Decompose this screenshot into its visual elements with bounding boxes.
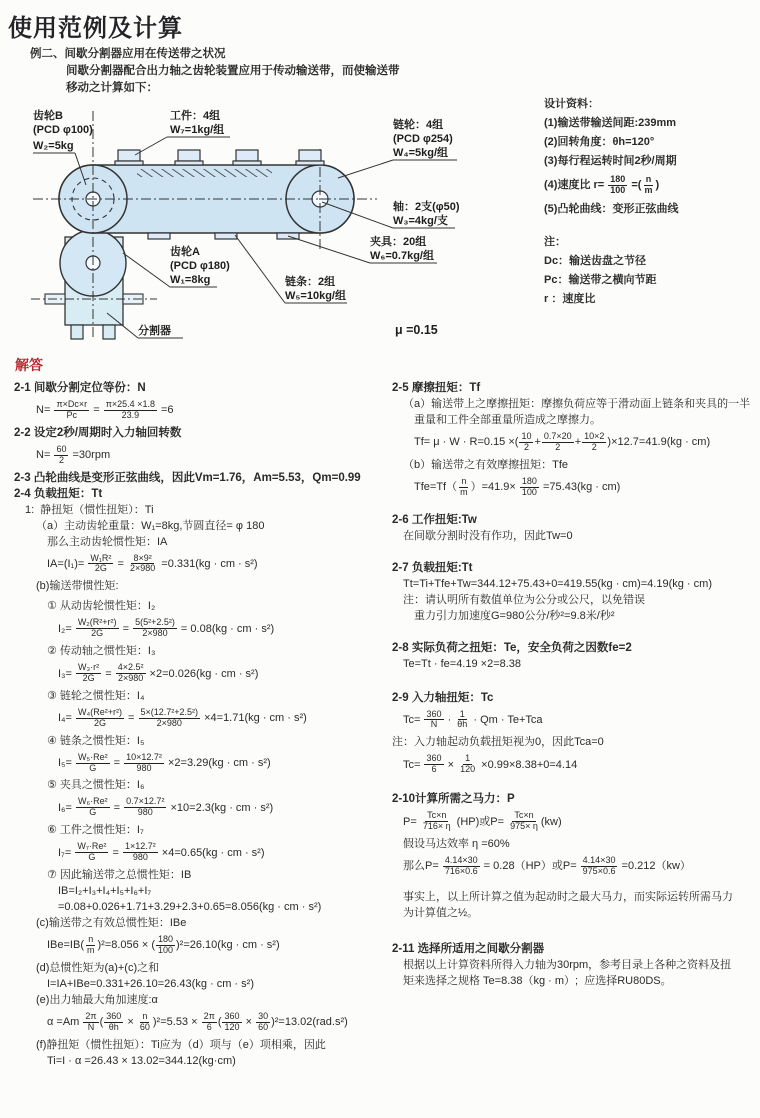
text-segment: I₅= — [58, 757, 75, 770]
answer-left-line — [14, 899, 394, 915]
text-segment: =30rpm — [69, 449, 111, 462]
answers-column-left — [14, 380, 394, 1069]
label-clamp: 夹具：20组 — [370, 236, 427, 248]
design-line — [544, 200, 756, 219]
answer-left-line — [14, 1012, 394, 1033]
text-segment: IA=(I₁)= — [47, 557, 88, 570]
text-segment: × — [124, 1016, 137, 1029]
answer-left-line — [14, 445, 394, 466]
text-segment: 重力引力加速度G=980公分/秒²=9.8米/秒² — [414, 609, 615, 622]
answer-right-line — [392, 432, 758, 453]
answer-right-line — [392, 710, 758, 731]
fraction: $\frac{180}{100}$ — [521, 475, 537, 497]
text-segment: ( — [99, 1016, 104, 1029]
fraction: $\frac{\text{W₂(R²+r²)}}{2G}$ — [77, 617, 117, 639]
answer-left-line — [14, 598, 394, 614]
svg-text:W₄=5kg/组: W₄=5kg/组 — [393, 147, 449, 159]
fraction: $\frac{n}{m}$ — [644, 174, 653, 195]
text-segment: I₄= — [58, 712, 76, 725]
text-segment: I₇= — [58, 846, 75, 859]
svg-text:(PCD φ254): (PCD φ254) — [393, 133, 453, 145]
text-segment: 2-7 负载扭矩:Tt — [392, 561, 473, 574]
answer-right-line — [392, 592, 758, 608]
text-segment: P= — [403, 815, 420, 828]
answer-left-section-heading — [14, 380, 394, 396]
text-segment: =0.212（kw） — [618, 860, 691, 873]
design-line — [544, 271, 756, 290]
text-segment: )²=8.056 × ( — [97, 939, 155, 952]
belt-hatch — [137, 169, 272, 177]
answer-right-line — [392, 734, 758, 750]
fraction: $\frac{Tc\times n}{716\times \eta}$ — [422, 810, 451, 832]
text-segment: 根据以上计算资料所得入力轴为30rpm，参考目录上各种之资料及扭 — [403, 958, 732, 971]
text-segment: )²=5.53 × — [152, 1016, 201, 1029]
text-segment: Ti=I · α =26.43 × 13.02=344.12(kg·cm) — [47, 1054, 236, 1067]
label-gear-a: 齿轮A — [170, 246, 200, 258]
text-segment: ×4=1.71(kg · cm · s²) — [201, 712, 307, 725]
fraction: $\frac{60}{2}$ — [56, 443, 67, 465]
fraction: $\frac{n}{60}$ — [139, 1010, 150, 1032]
design-line — [544, 133, 756, 152]
text-segment: 假设马达效率 η =60% — [403, 837, 510, 850]
fraction: $\frac{n}{m}$ — [460, 475, 468, 497]
intro-line: 移动之计算如下： — [66, 82, 158, 94]
answer-right-section-heading — [392, 791, 758, 807]
fraction: $\frac{360}{120}$ — [224, 1010, 240, 1032]
text-segment: ) — [655, 178, 660, 191]
fraction: $\frac{\text{W₄(Re²+r²)}}{2G}$ — [78, 706, 122, 728]
text-segment: =( — [628, 178, 642, 191]
text-segment: (1)输送带输送间距:239mm — [544, 117, 677, 129]
answer-right-line — [392, 477, 758, 498]
fraction: $\frac{2\pi}{N}$ — [85, 1010, 97, 1032]
answer-left-line — [14, 502, 394, 518]
svg-text:(PCD φ180): (PCD φ180) — [170, 260, 230, 272]
fraction: $\frac{10}{2}$ — [521, 431, 532, 452]
answer-right-line — [392, 396, 758, 412]
text-segment: (kw) — [540, 815, 562, 828]
intro-line: 例二、间歇分割器应用在传送带之状况 — [30, 48, 226, 60]
text-segment: · Qm · Te+Tca — [470, 713, 543, 726]
fraction: $\frac{\text{W₇·Re²}}{G}$ — [77, 841, 107, 863]
text-segment: = — [109, 846, 122, 859]
text-segment: =0.331(kg · cm · s²) — [158, 557, 258, 570]
fraction: $\frac{\text{10×12.7²}}{980}$ — [126, 751, 162, 773]
fraction: $\frac{\text{W₃·r²}}{2G}$ — [78, 662, 100, 684]
text-segment: N= — [36, 404, 54, 417]
answer-left-line — [14, 992, 394, 1008]
text-segment: ×10=2.3(kg · cm · s²) — [167, 801, 274, 814]
text-segment: ）=41.9× — [470, 481, 519, 494]
text-segment: 2-11 选择所适用之间歇分割器 — [392, 942, 545, 955]
text-segment: (HP)或P= — [453, 815, 508, 828]
text-segment: 2-9 入力轴扭矩：Tc — [392, 691, 494, 704]
text-segment: ① 从动齿轮惯性矩：I₂ — [47, 600, 156, 613]
answer-left-line — [14, 1053, 394, 1069]
text-segment: ×2=0.026(kg · cm · s²) — [146, 667, 259, 680]
text-segment: 2-4 负载扭矩：Tt — [14, 487, 103, 500]
answer-left-line — [14, 935, 394, 956]
text-segment: (b)输送带惯性矩: — [36, 580, 119, 593]
design-line — [544, 252, 756, 271]
label-shaft: 轴：2支(φ50) — [393, 201, 460, 213]
design-line — [544, 175, 756, 196]
text-segment: × — [242, 1016, 256, 1029]
answer-left-line — [14, 534, 394, 550]
text-segment: 2-8 实际负荷之扭矩：Te，安全负荷之因数fe=2 — [392, 641, 632, 654]
text-segment: = — [102, 667, 115, 680]
fraction: $\frac{\text{5×(12.7²+2.5²)}}{2\times 980}$ — [140, 706, 199, 728]
text-segment: Tc= — [403, 758, 424, 771]
answer-right-line — [392, 905, 758, 921]
workpieces — [115, 150, 324, 165]
text-segment: I₂= — [58, 622, 75, 635]
fraction: $\frac{Tc\times n}{975\times \eta}$ — [510, 810, 538, 832]
answer-left-section-heading — [14, 470, 394, 486]
text-segment: 2-6 工作扭矩:Tw — [392, 513, 477, 526]
fraction: $\frac{\text{0.7×12.7²}}{980}$ — [126, 796, 165, 818]
text-segment: ③ 链轮之惯性矩：I₄ — [47, 689, 145, 702]
text-segment: ④ 链条之惯性矩：I₅ — [47, 734, 145, 747]
text-segment: α =Am — [47, 1016, 83, 1029]
text-segment: · — [444, 713, 455, 726]
fraction: $\frac{0.7\times 20}{2}$ — [543, 431, 572, 452]
text-segment: 2-5 摩擦扭矩：Tf — [392, 382, 481, 394]
text-segment: ( — [217, 1016, 222, 1029]
answer-left-line — [14, 578, 394, 594]
fraction: $\frac{n}{m}$ — [87, 934, 95, 955]
fraction: $\frac{180}{100}$ — [610, 174, 626, 195]
fraction: $\frac{4.14\times 30}{975\times 0.6}$ — [582, 854, 616, 876]
text-segment: Tc= — [403, 713, 424, 726]
answer-right-line — [392, 889, 758, 905]
design-data-lines — [544, 95, 756, 309]
text-segment: Dc：输送齿盘之节径 — [544, 254, 647, 267]
design-section-heading — [544, 233, 756, 252]
fraction: $\frac{2\pi}{6}$ — [203, 1010, 215, 1032]
fraction: $\frac{10\times 2}{2}$ — [584, 431, 605, 452]
answer-left-line — [14, 1037, 394, 1053]
text-segment: (f)静扭矩（惯性扭矩）：Ti应为（d）项与（e）项相乘，因此 — [36, 1038, 326, 1051]
text-segment: IBe=IB( — [47, 939, 84, 952]
page-title: 使用范例及计算 — [8, 15, 183, 42]
text-segment: )²=26.10(kg · cm · s²) — [176, 939, 280, 952]
label-gear-b: 齿轮B — [33, 110, 63, 122]
text-segment: (5)凸轮曲线：变形正弦曲线 — [544, 202, 679, 215]
answer-right-section-heading — [392, 380, 758, 396]
text-segment: 事实上，以上所计算之值为起动时之最大马力，而实际运转所需马力 — [403, 890, 733, 903]
answer-right-line — [392, 457, 758, 473]
svg-text:W₆=0.7kg/组: W₆=0.7kg/组 — [370, 250, 434, 262]
answer-left-section-heading — [14, 486, 394, 502]
answer-left-line — [14, 688, 394, 704]
answer-left-line — [14, 618, 394, 639]
design-data-panel — [544, 95, 756, 309]
design-line — [544, 152, 756, 171]
text-segment: = 0.28（HP）或P= — [480, 860, 580, 873]
answer-right-line — [392, 576, 758, 592]
text-segment: 那么P= — [403, 860, 442, 873]
fraction: $\frac{\text{W₁R²}}{2G}$ — [90, 552, 112, 574]
text-segment: 2-3 凸轮曲线是变形正弦曲线，因此Vm=1.76，Am=5.53，Qm=0.99 — [14, 471, 361, 484]
text-segment: 那么主动齿轮惯性矩：IA — [47, 535, 168, 548]
fraction: $\frac{180}{100}$ — [157, 934, 174, 955]
answer-left-line — [14, 663, 394, 684]
answer-left-line — [14, 753, 394, 774]
fraction: $\frac{360}{6}$ — [426, 753, 442, 775]
design-line — [544, 290, 756, 309]
text-segment: 矩来选择之规格 Te=8.38（kg · m）; 应选择RU80DS。 — [403, 974, 672, 987]
text-segment: =0.08+0.026+1.71+3.29+2.3+0.65=8.056(kg · cm · s²) — [58, 901, 322, 914]
label-mu: μ =0.15 — [395, 323, 438, 337]
answer-right-line — [392, 973, 758, 989]
svg-text:W₅=10kg/组: W₅=10kg/组 — [285, 290, 346, 302]
fraction: $\frac{\pi\times Dc\times r}{Pc}$ — [56, 399, 88, 420]
text-segment: ×4=0.65(kg · cm · s²) — [158, 846, 265, 859]
fraction: $\frac{1}{\theta h}$ — [457, 708, 468, 730]
text-segment: (c)输送带之有效总惯性矩：IBe — [36, 917, 187, 930]
text-segment: ② 传动轴之惯性矩：I₃ — [47, 645, 156, 658]
intro-line: 间歇分割器配合出力轴之齿轮装置应用于传动输送带，而使输送带 — [66, 65, 400, 77]
text-segment: 重量和工件全部重量所造成之摩擦力。 — [414, 414, 601, 426]
fraction: $\frac{30}{60}$ — [258, 1010, 269, 1032]
text-segment: 在间歇分割时没有作功，因此Tw=0 — [403, 529, 573, 542]
answer-right-line — [392, 811, 758, 832]
text-segment: ⑤ 夹具之惯性矩：I₆ — [47, 779, 145, 792]
answer-right-section-heading — [392, 941, 758, 957]
text-segment: (d)总惯性矩为(a)+(c)之和 — [36, 961, 160, 974]
answer-left-line — [14, 883, 394, 899]
text-segment: 注：入力轴起动负载扭矩视为0，因此Tca=0 — [392, 736, 604, 749]
label-chain: 链条：2组 — [285, 276, 336, 288]
fraction: $\frac{360}{N}$ — [426, 708, 442, 730]
text-segment: (2)回转角度：θh=120° — [544, 136, 655, 148]
text-segment: = — [124, 712, 138, 725]
answer-left-line — [14, 518, 394, 534]
answers-column-right — [392, 380, 758, 989]
text-segment: I₃= — [58, 667, 76, 680]
answer-right-section-heading — [392, 512, 758, 528]
answer-left-line — [14, 867, 394, 883]
text-segment: I₆= — [58, 801, 75, 814]
text-segment: 注： — [544, 235, 566, 248]
text-segment: I=IA+IBe=0.331+26.10=26.43(kg · cm · s²) — [47, 977, 254, 990]
answer-left-line — [14, 842, 394, 863]
svg-text:W₃=4kg/支: W₃=4kg/支 — [393, 215, 448, 227]
text-segment: + — [534, 436, 541, 449]
text-segment: r ：速度比 — [544, 292, 596, 305]
answer-right-line — [392, 754, 758, 775]
answer-right-section-heading — [392, 560, 758, 576]
fraction: $\frac{360}{\theta h}$ — [106, 1010, 122, 1032]
fraction: $\frac{\text{1×12.7²}}{980}$ — [124, 841, 156, 863]
fraction: $\frac{\text{W₅·Re²}}{G}$ — [77, 751, 108, 773]
answer-left-line — [14, 643, 394, 659]
answer-left-line — [14, 554, 394, 575]
text-segment: 2-1 间歇分割定位等份：N — [14, 382, 146, 394]
design-line — [544, 114, 756, 133]
text-segment: Tf= μ · W · R=0.15 ×( — [414, 436, 519, 449]
text-segment: N= — [36, 449, 54, 462]
text-segment: 注：请认明所有数值单位为公分或公尺，以免错误 — [403, 593, 645, 606]
text-segment: = — [110, 757, 124, 770]
text-segment: ⑥ 工件之惯性矩：I₇ — [47, 824, 144, 837]
intro-paragraph — [30, 46, 400, 97]
answer-right-line — [392, 656, 758, 672]
text-segment: （a）输送带上之摩擦扭矩：摩擦负荷应等于滑动面上链条和夹具的一半 — [403, 398, 751, 410]
fraction: $\frac{\text{4×2.5²}}{2\times 980}$ — [117, 662, 144, 684]
text-segment: 为计算值之½。 — [403, 906, 479, 919]
design-section-heading — [544, 95, 756, 114]
answer-left-line — [14, 915, 394, 931]
answer-right-line — [392, 528, 758, 544]
text-segment: =75.43(kg · cm) — [539, 481, 621, 494]
text-segment: （b）输送带之有效摩擦扭矩：Tfe — [403, 458, 569, 471]
svg-text:W₂=5kg: W₂=5kg — [33, 140, 74, 152]
answer-left-line — [14, 960, 394, 976]
text-segment: (3)每行程运转时间2秒/周期 — [544, 155, 677, 167]
answers-heading: 解答 — [15, 357, 43, 373]
answer-left-line — [14, 822, 394, 838]
answer-right-line — [392, 957, 758, 973]
text-segment: 2-2 设定2秒/周期时入力轴回转数 — [14, 426, 182, 439]
answer-right-line — [392, 608, 758, 624]
text-segment: Pc：输送带之横向节距 — [544, 273, 657, 286]
answer-left-line — [14, 976, 394, 992]
text-segment: (4)速度比 r= — [544, 178, 608, 191]
svg-text:(PCD φ100): (PCD φ100) — [33, 124, 93, 136]
text-segment: = 0.08(kg · cm · s²) — [177, 622, 275, 635]
svg-text:W₁=8kg: W₁=8kg — [170, 274, 211, 286]
answer-right-section-heading — [392, 640, 758, 656]
text-segment: )²=13.02(rad.s²) — [271, 1016, 348, 1029]
text-segment: IB=I₂+I₃+I₄+I₅+I₆+I₇ — [58, 885, 152, 898]
text-segment: Tfe=Tf（ — [414, 481, 458, 494]
text-segment: = — [90, 404, 103, 417]
text-segment: Te=Tt · fe=4.19 ×2=8.38 — [403, 657, 522, 670]
answer-left-line — [14, 400, 394, 421]
text-segment: 2-10计算所需之马力：P — [392, 793, 515, 806]
fraction: $\frac{\text{5(5²+2.5²)}}{2\times 980}$ — [135, 617, 175, 639]
text-segment: + — [574, 436, 582, 449]
text-segment: × — [444, 758, 458, 771]
text-segment: 设计资料： — [544, 98, 599, 110]
text-segment: ×2=3.29(kg · cm · s²) — [164, 757, 271, 770]
answer-right-line — [392, 836, 758, 852]
text-segment: Tt=Ti+Tfe+Tw=344.12+75.43+0=419.55(kg · cm)=4.19(kg · cm) — [403, 577, 712, 590]
svg-text:W₇=1kg/组: W₇=1kg/组 — [170, 124, 225, 136]
fraction: $\frac{1}{120}$ — [460, 753, 476, 775]
text-segment: =6 — [157, 404, 174, 417]
conveyor-diagram — [25, 103, 555, 351]
answer-left-section-heading — [14, 425, 394, 441]
label-sprocket: 链轮：4组 — [393, 119, 444, 131]
text-segment: (e)出力轴最大角加速度:α — [36, 993, 158, 1006]
text-segment: ×0.99×8.38+0=4.14 — [478, 758, 578, 771]
label-divider: 分割器 — [138, 325, 171, 337]
answer-left-line — [14, 797, 394, 818]
text-segment: = — [114, 557, 127, 570]
answer-left-line — [14, 777, 394, 793]
text-segment: = — [119, 622, 133, 635]
answer-right-line — [392, 412, 758, 428]
text-segment: )×12.7=41.9(kg · cm) — [607, 436, 711, 449]
answer-right-section-heading — [392, 690, 758, 706]
answer-right-line — [392, 856, 758, 877]
label-workpiece: 工件：4组 — [170, 110, 221, 122]
text-segment: 1: 静扭矩（惯性扭矩）：Ti — [25, 503, 154, 516]
fraction: $\frac{\text{8×9²}}{2\times 980}$ — [129, 552, 156, 574]
clamps — [148, 233, 299, 239]
fraction: $\frac{\text{W₆·Re²}}{G}$ — [77, 796, 108, 818]
text-segment: ⑦ 因此输送带之总惯性矩：IB — [47, 869, 192, 882]
text-segment: （a）主动齿轮重量：W₁=8kg,节圆直径= φ 180 — [36, 519, 265, 532]
fraction: $\frac{4.14\times 30}{716\times 0.6}$ — [444, 854, 478, 876]
fraction: $\frac{\pi\times 25.4 \times 1.8}{23.9}$ — [105, 399, 155, 420]
answer-left-line — [14, 708, 394, 729]
answer-left-line — [14, 733, 394, 749]
text-segment: = — [110, 801, 124, 814]
